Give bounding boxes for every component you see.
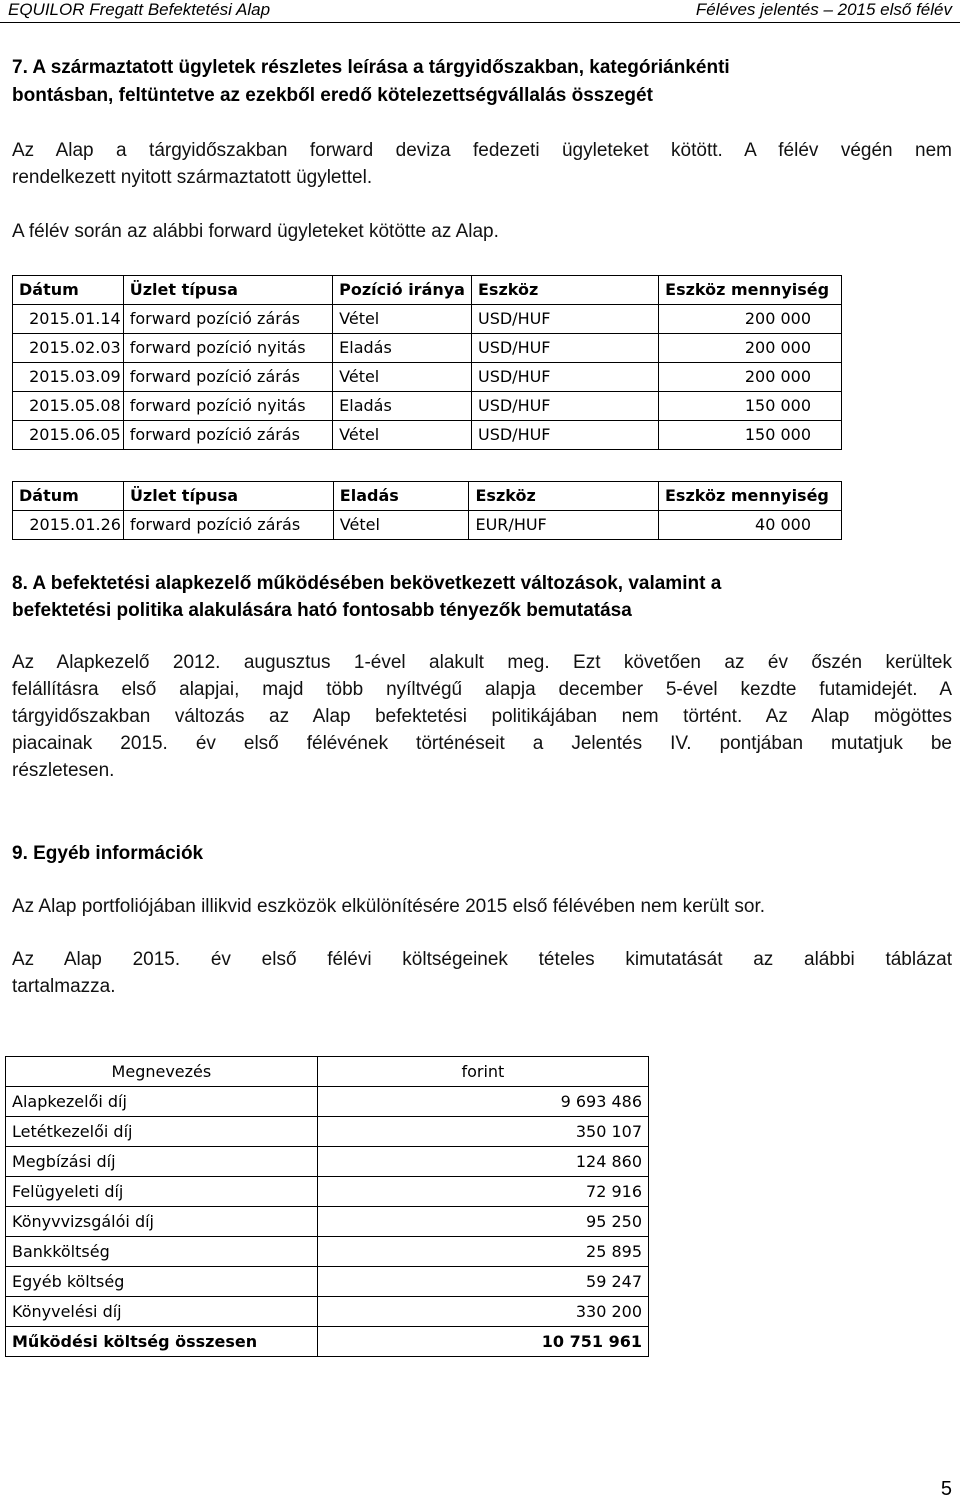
table-row: Könyvelési díj 330 200 [6, 1297, 649, 1327]
table-row: 2015.02.03 forward pozíció nyitás Eladás USD/HUF 200 000 [13, 334, 842, 363]
section-8-title-line-2: befektetési politika alakulására ható fontosabb tényezők bemutatása [12, 600, 632, 621]
table-row: 2015.01.14 forward pozíció zárás Vétel USD/HUF 200 000 [13, 305, 842, 334]
table-row: Bankköltség 25 895 [6, 1237, 649, 1267]
table-row: Letétkezelői díj 350 107 [6, 1117, 649, 1147]
section-7-para-1-line-1: Az Alap a tárgyidőszakban forward deviza fedezeti ügyleteket kötött. A félév végén nem [12, 140, 952, 161]
section-9-para-2-line-2: tartalmazza. [12, 976, 116, 997]
col-header-sale: Eladás [333, 482, 469, 511]
section-7-para-2: A félév során az alábbi forward ügyleteket kötötte az Alap. [12, 221, 499, 242]
table-row: Alapkezelői díj 9 693 486 [6, 1087, 649, 1117]
section-8-para-line-3: tárgyidőszakban változás az Alap befektetési politikájában nem történt. Az Alap mögöttes [12, 706, 952, 727]
section-8-para-line-1: Az Alapkezelő 2012. augusztus 1-ével alakult meg. Ezt követően az év őszén kerültek [12, 652, 952, 673]
section-9-title: 9. Egyéb információk [12, 843, 204, 864]
table-total-row: Működési költség összesen 10 751 961 [6, 1327, 649, 1357]
eur-forward-table [12, 481, 842, 540]
col-header-quantity: Eszköz mennyiség [659, 276, 842, 305]
col-header-deal-type: Üzlet típusa [123, 482, 333, 511]
section-9-para-1: Az Alap portfoliójában illikvid eszközök elkülönítésére 2015 első félévében nem került sor. [12, 896, 766, 917]
section-8-para-line-4: piacainak 2015. év első félévének történéseit a Jelentés IV. pontjában mutatjuk be [12, 733, 952, 754]
col-header-quantity: Eszköz mennyiség [658, 482, 841, 511]
table-row: Könyvvizsgálói díj 95 250 [6, 1207, 649, 1237]
col-header-name: Megnevezés [6, 1057, 318, 1087]
section-9-para-2-line-1: Az Alap 2015. év első félévi költségeinek tételes kimutatását az alábbi táblázat [12, 949, 952, 970]
table-row: 2015.03.09 forward pozíció zárás Vétel USD/HUF 200 000 [13, 363, 842, 392]
section-7-title-line-2: bontásban, feltüntetve az ezekből eredő kötelezettségvállalás összegét [12, 85, 653, 106]
col-header-date: Dátum [13, 276, 124, 305]
table-row: 2015.05.08 forward pozíció nyitás Eladás USD/HUF 150 000 [13, 392, 842, 421]
table-row: 2015.01.26 forward pozíció zárás Vétel EUR/HUF 40 000 [13, 511, 842, 540]
table-header-row [13, 482, 842, 511]
col-header-position: Pozíció iránya [333, 276, 472, 305]
page-header [0, 0, 960, 23]
table-header-row [13, 276, 842, 305]
table-row: 2015.06.05 forward pozíció zárás Vétel USD/HUF 150 000 [13, 421, 842, 450]
forward-deals-table [12, 275, 842, 450]
section-7-title-line-1: 7. A származtatott ügyletek részletes leírása a tárgyidőszakban, kategóriánkénti [12, 57, 730, 78]
section-7-para-1-line-2: rendelkezett nyitott származtatott ügylettel. [12, 167, 373, 188]
section-8-title-line-1: 8. A befektetési alapkezelő működésében bekövetkezett változások, valamint a [12, 573, 722, 594]
costs-table [5, 1056, 649, 1357]
section-8-para-line-2: felállításra első alapjai, majd több nyíltvégű alapja december 5-ével kezdte futamidejét. A [12, 679, 952, 700]
table-row: Egyéb költség 59 247 [6, 1267, 649, 1297]
page-number: 5 [940, 1478, 952, 1500]
col-header-deal-type: Üzlet típusa [123, 276, 332, 305]
table-row: Felügyeleti díj 72 916 [6, 1177, 649, 1207]
col-header-asset: Eszköz [471, 276, 658, 305]
table-header-row [6, 1057, 649, 1087]
col-header-date: Dátum [13, 482, 124, 511]
header-fund-name: EQUILOR Fregatt Befektetési Alap [8, 0, 271, 19]
table-row: Megbízási díj 124 860 [6, 1147, 649, 1177]
header-report-period: Féléves jelentés – 2015 első félév [695, 0, 952, 19]
section-8-para-line-5: részletesen. [12, 760, 115, 781]
col-header-huf: forint [317, 1057, 648, 1087]
col-header-asset: Eszköz [469, 482, 659, 511]
